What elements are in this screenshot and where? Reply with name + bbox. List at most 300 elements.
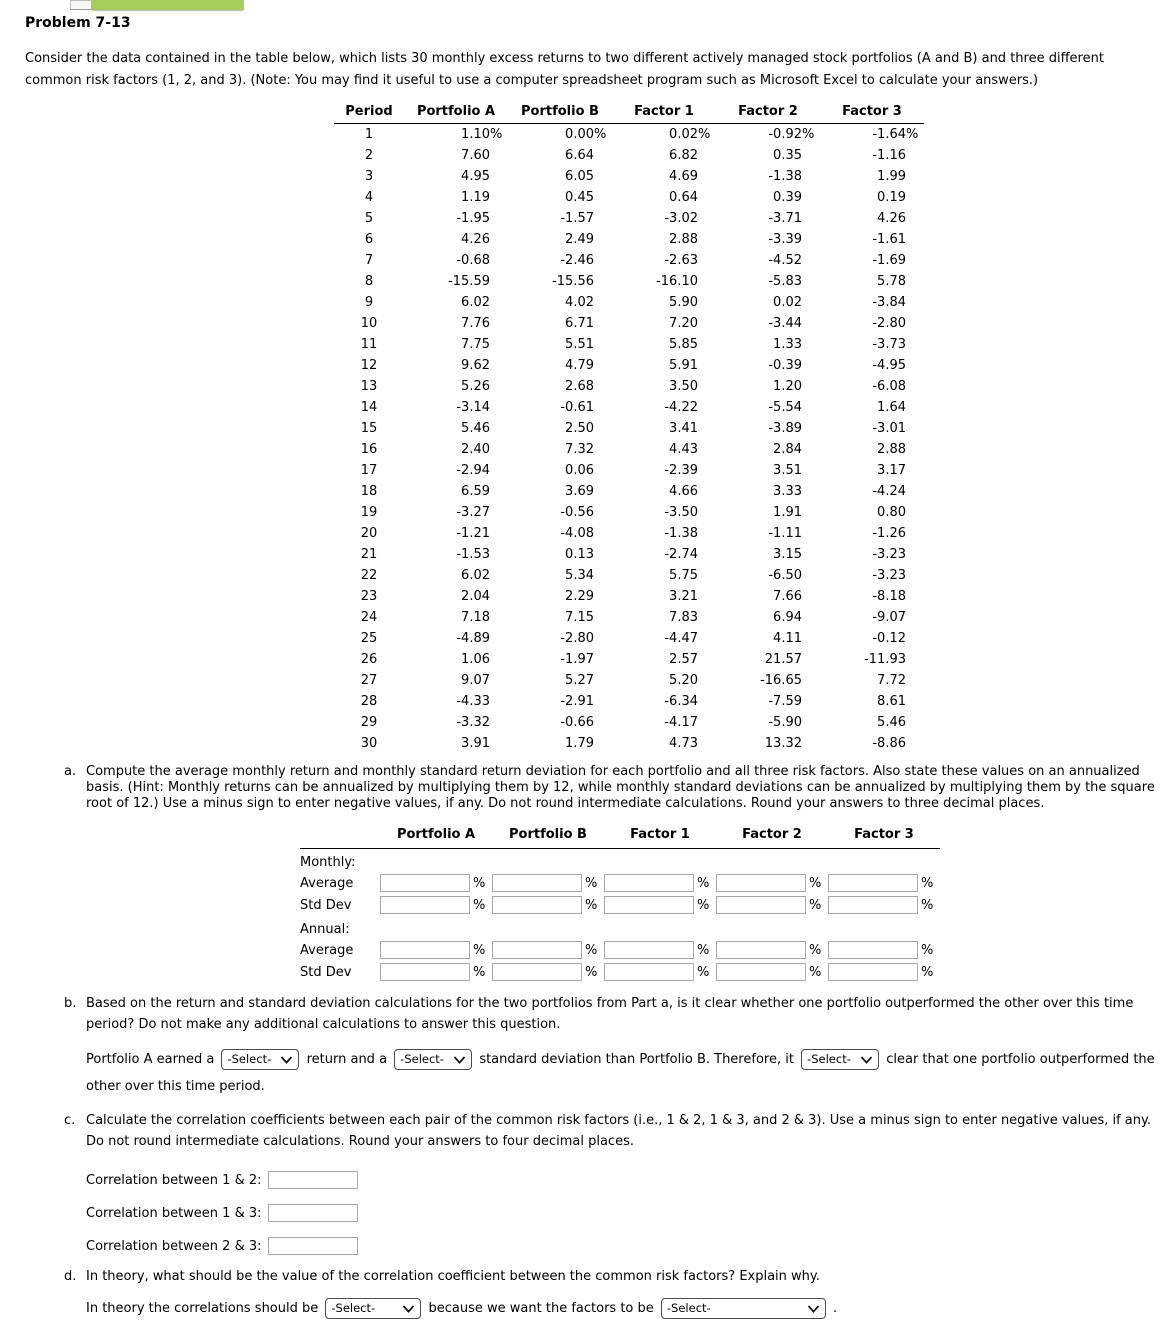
table-row (334, 313, 924, 334)
cell-value: -6.08 (872, 379, 906, 394)
value-cell (820, 733, 924, 754)
cell-value: 3.41 (669, 421, 698, 436)
value-cell (508, 145, 612, 166)
cell-value: 1.20 (773, 379, 802, 394)
value-cell (820, 586, 924, 607)
column-header-period: Period (334, 104, 404, 124)
part-c-section (64, 1110, 1164, 1256)
answer-cell (380, 961, 492, 983)
table-row (334, 187, 924, 208)
answer-row (300, 939, 940, 961)
value-cell: 0.00% (565, 127, 607, 142)
sentence-segment: standard deviation than Portfolio B. Therefore, it (479, 1052, 794, 1067)
answer-header-spacer (300, 825, 380, 849)
value-cell (820, 691, 924, 712)
value-cell (612, 397, 716, 418)
part-c-instructions: Calculate the correlation coefficients between each pair of the common risk factors (i.e., 1 & 2, 1 & 3, and 2 & 3). Use a minus sign to enter negative values, if any. Do not round intermediate calculations. Round your answers to four decimal places. (86, 1113, 1151, 1149)
value-cell (508, 334, 612, 355)
value-cell (716, 502, 820, 523)
cell-value: -3.32 (456, 715, 490, 730)
value-cell (508, 418, 612, 439)
table-row (334, 439, 924, 460)
part-d-instructions: In theory, what should be the value of the correlation coefficient between the common risk factors? Explain why. (86, 1269, 820, 1284)
cell-value: -2.94 (456, 463, 490, 478)
correlation-input-2[interactable] (268, 1204, 358, 1222)
value-cell (820, 481, 924, 502)
cell-value: 7.72 (877, 673, 906, 688)
input-annual-average-factor-2[interactable] (716, 941, 806, 959)
select-value: -Select- (400, 1052, 444, 1066)
part-d-section (64, 1266, 1164, 1322)
input-monthly-average-portfolio-b[interactable] (492, 874, 582, 892)
cell-value: 3.51 (773, 463, 802, 478)
value-cell (716, 691, 820, 712)
value-cell (716, 544, 820, 565)
cell-value: -4.95 (872, 358, 906, 373)
cell-value: 2.88 (669, 232, 698, 247)
value-cell (404, 733, 508, 754)
value-cell (404, 439, 508, 460)
value-cell (716, 208, 820, 229)
cell-value: -3.27 (456, 505, 490, 520)
input-annual-std-dev-portfolio-a[interactable] (380, 963, 470, 981)
value-cell (716, 628, 820, 649)
period-cell: 11 (360, 337, 378, 352)
cell-value: -1.69 (872, 253, 906, 268)
value-cell (508, 628, 612, 649)
select-value: -Select- (227, 1052, 272, 1066)
cell-value: -1.95 (456, 211, 490, 226)
cell-value: -4.08 (560, 526, 594, 541)
period-cell: 16 (360, 442, 378, 457)
cell-value: -15.59 (448, 274, 490, 289)
part-b-marker: b. (64, 996, 77, 1011)
period-cell: 8 (364, 274, 374, 289)
row-label: Average (300, 875, 354, 891)
value-cell (612, 145, 716, 166)
cell-value: 6.71 (565, 316, 594, 331)
answer-row (300, 872, 940, 894)
period-cell: 6 (364, 232, 374, 247)
cell-value: 4.11 (773, 631, 802, 646)
value-cell (820, 649, 924, 670)
period-cell: 10 (360, 316, 378, 331)
value-cell (508, 355, 612, 376)
progress-bar (70, 0, 1164, 10)
cell-value: -5.90 (768, 715, 802, 730)
value-cell (508, 481, 612, 502)
value-cell (820, 376, 924, 397)
cell-value: 0.02 (773, 295, 802, 310)
value-cell (508, 271, 612, 292)
cell-value: 0.35 (773, 148, 802, 163)
value-cell (820, 607, 924, 628)
part-a-instructions: Compute the average monthly return and monthly standard return deviation for each portfolio and all three risk factors. Also state these values on an annualized basis. (Hint: Monthly returns can be annualized by multiplying them by 12, while monthly standard deviations can be annualized by multiplying them by the square root of 12.) Use a minus sign to enter negative values, if any. Do not round intermediate calculations. Round your answers to three decimal places. (86, 764, 1155, 811)
cell-value: 5.34 (565, 568, 594, 583)
input-monthly-std-dev-factor-1[interactable] (604, 896, 694, 914)
percent-label: % (585, 898, 598, 913)
input-monthly-average-factor-3[interactable] (828, 874, 918, 892)
group-row (300, 916, 940, 939)
table-row (334, 271, 924, 292)
value-cell (612, 544, 716, 565)
returns-table (334, 104, 924, 754)
value-cell (716, 439, 820, 460)
cell-value: -0.61 (560, 400, 594, 415)
value-cell (716, 418, 820, 439)
cell-value: -1.21 (456, 526, 490, 541)
answer-cell (380, 872, 492, 894)
factors-relationship-select[interactable] (661, 1298, 826, 1319)
cell-value: -0.68 (456, 253, 490, 268)
cell-value: 3.17 (877, 463, 906, 478)
cell-value: -3.23 (872, 547, 906, 562)
period-cell: 13 (360, 379, 378, 394)
value-cell (508, 439, 612, 460)
cell-value: -9.07 (872, 610, 906, 625)
answer-column-header-factor-2: Factor 2 (716, 825, 828, 849)
cell-value: 0.13 (565, 547, 594, 562)
cell-value: 4.73 (669, 736, 698, 751)
percent-label: % (921, 876, 934, 891)
period-cell: 7 (364, 253, 374, 268)
cell-value: 1.19 (461, 190, 490, 205)
value-cell (508, 313, 612, 334)
value-cell (716, 460, 820, 481)
cell-value: -1.16 (872, 148, 906, 163)
value-cell (612, 187, 716, 208)
cell-value: 7.20 (669, 316, 698, 331)
cell-value: -4.33 (456, 694, 490, 709)
value-cell (612, 376, 716, 397)
correlation-label: Correlation between 2 & 3: (86, 1238, 262, 1254)
answer-column-header-portfolio-b: Portfolio B (492, 825, 604, 849)
value-cell (404, 187, 508, 208)
cell-value: 6.94 (773, 610, 802, 625)
cell-value: 7.15 (565, 610, 594, 625)
value-cell (508, 712, 612, 733)
page-title: Problem 7-13 (25, 15, 131, 31)
value-cell (820, 208, 924, 229)
table-row (334, 481, 924, 502)
cell-value: 0.45 (565, 190, 594, 205)
period-cell: 29 (360, 715, 378, 730)
cell-value: -1.53 (456, 547, 490, 562)
value-cell (820, 145, 924, 166)
cell-value: 4.79 (565, 358, 594, 373)
cell-value: -3.44 (768, 316, 802, 331)
answer-cell (828, 939, 940, 961)
table-row (334, 544, 924, 565)
percent-label: % (921, 965, 934, 980)
value-cell (820, 166, 924, 187)
value-cell (612, 166, 716, 187)
value-cell: -0.92% (768, 127, 815, 142)
period-cell: 25 (360, 631, 378, 646)
period-cell: 17 (360, 463, 378, 478)
answer-column-header-factor-3: Factor 3 (828, 825, 940, 849)
cell-value: 2.88 (877, 442, 906, 457)
table-row (334, 607, 924, 628)
cell-value: 3.91 (461, 736, 490, 751)
period-cell: 21 (360, 547, 378, 562)
cell-value: 5.85 (669, 337, 698, 352)
input-annual-average-factor-3[interactable] (828, 941, 918, 959)
input-annual-average-portfolio-a[interactable] (380, 941, 470, 959)
value-cell: 0.02% (669, 127, 711, 142)
value-cell (404, 628, 508, 649)
percent-label: % (585, 943, 598, 958)
sentence-segment: clear that one portfolio outperformed the other over (86, 1052, 1155, 1094)
table-row (334, 691, 924, 712)
sentence-segment: return and a (306, 1052, 388, 1067)
value-cell (820, 313, 924, 334)
cell-value: 21.57 (764, 652, 802, 667)
percent-label: % (473, 876, 486, 891)
value-cell (612, 334, 716, 355)
cell-value: 8.61 (877, 694, 906, 709)
value-cell (820, 712, 924, 733)
percent-label: % (697, 943, 710, 958)
percent-label: % (473, 965, 486, 980)
cell-value: 2.04 (461, 589, 490, 604)
cell-value: 6.02 (461, 568, 490, 583)
input-monthly-std-dev-factor-3[interactable] (828, 896, 918, 914)
value-cell (612, 229, 716, 250)
value-cell (612, 460, 716, 481)
percent-label: % (585, 876, 598, 891)
table-row (334, 166, 924, 187)
table-row (334, 523, 924, 544)
cell-value: -15.56 (552, 274, 594, 289)
value-cell (716, 649, 820, 670)
value-cell (612, 733, 716, 754)
cell-value: 5.46 (461, 421, 490, 436)
percent-label: % (809, 876, 822, 891)
cell-value: -3.01 (872, 421, 906, 436)
cell-value: -4.47 (664, 631, 698, 646)
cell-value: 1.10 (461, 127, 490, 142)
cell-value: 4.43 (669, 442, 698, 457)
part-a-section (64, 764, 1164, 812)
value-cell (612, 670, 716, 691)
cell-value: 4.26 (877, 211, 906, 226)
cell-value: 6.02 (461, 295, 490, 310)
value-cell (612, 523, 716, 544)
period-cell: 19 (360, 505, 378, 520)
value-cell (716, 712, 820, 733)
cell-value: -4.17 (664, 715, 698, 730)
row-label: Std Dev (300, 897, 352, 913)
table-row (334, 712, 924, 733)
part-d-answer-sentence (86, 1295, 1164, 1322)
period-cell: 9 (364, 295, 374, 310)
cell-value: 9.07 (461, 673, 490, 688)
input-monthly-std-dev-portfolio-a[interactable] (380, 896, 470, 914)
input-annual-std-dev-factor-2[interactable] (716, 963, 806, 981)
select-value: -Select- (807, 1052, 851, 1066)
cell-value: 0.06 (565, 463, 594, 478)
chevron-down-icon (280, 1056, 293, 1064)
answer-header-row (300, 825, 940, 849)
input-annual-std-dev-factor-1[interactable] (604, 963, 694, 981)
correlation-input-1[interactable] (268, 1171, 358, 1189)
cell-value: -5.54 (768, 400, 802, 415)
portfolio-return-select[interactable] (221, 1049, 299, 1070)
cell-value: 7.66 (773, 589, 802, 604)
cell-value: -3.89 (768, 421, 802, 436)
value-cell (716, 187, 820, 208)
value-cell (508, 208, 612, 229)
cell-value: 4.66 (669, 484, 698, 499)
value-cell (508, 523, 612, 544)
cell-value: 5.78 (877, 274, 906, 289)
value-cell (404, 355, 508, 376)
cell-value: -2.46 (560, 253, 594, 268)
value-cell (612, 712, 716, 733)
input-annual-std-dev-factor-3[interactable] (828, 963, 918, 981)
answer-cell (492, 939, 604, 961)
cell-value: -2.39 (664, 463, 698, 478)
value-cell: 1.10% (461, 127, 503, 142)
value-cell (612, 250, 716, 271)
cell-value: -1.61 (872, 232, 906, 247)
correlation-fields (86, 1170, 1164, 1256)
percent-label: % (921, 898, 934, 913)
percent-label: % (697, 965, 710, 980)
percent-label: % (809, 898, 822, 913)
cell-value: -2.74 (664, 547, 698, 562)
answer-cell (828, 872, 940, 894)
input-monthly-std-dev-portfolio-b[interactable] (492, 896, 582, 914)
correlation-input-3[interactable] (268, 1237, 358, 1255)
part-b-answer-sentence (86, 1046, 1164, 1100)
table-row (334, 586, 924, 607)
period-cell: 4 (364, 190, 374, 205)
cell-value: -6.50 (768, 568, 802, 583)
input-monthly-average-factor-1[interactable] (604, 874, 694, 892)
cell-value: -0.92 (768, 127, 802, 142)
input-annual-average-factor-1[interactable] (604, 941, 694, 959)
value-cell (820, 670, 924, 691)
value-cell (404, 565, 508, 586)
value-cell (508, 460, 612, 481)
cell-value: 1.33 (773, 337, 802, 352)
period-cell: 26 (360, 652, 378, 667)
period-cell: 2 (364, 148, 374, 163)
value-cell (404, 712, 508, 733)
input-monthly-average-factor-2[interactable] (716, 874, 806, 892)
value-cell (612, 502, 716, 523)
table-row (334, 124, 924, 146)
cell-value: -11.93 (864, 652, 906, 667)
cell-value: 3.69 (565, 484, 594, 499)
value-cell (716, 481, 820, 502)
outperform-clear-select[interactable] (801, 1049, 879, 1070)
cell-value: -2.80 (560, 631, 594, 646)
percent-label: % (697, 876, 710, 891)
answer-cell (828, 894, 940, 916)
value-cell: -1.64% (872, 127, 919, 142)
correlation-field-row (86, 1236, 1164, 1256)
cell-value: 6.82 (669, 148, 698, 163)
table-row (334, 418, 924, 439)
percent-label: % (809, 965, 822, 980)
correlation-label: Correlation between 1 & 2: (86, 1172, 262, 1188)
cell-value: -2.91 (560, 694, 594, 709)
answer-cell (492, 872, 604, 894)
value-cell (404, 460, 508, 481)
value-cell (508, 586, 612, 607)
input-monthly-std-dev-factor-2[interactable] (716, 896, 806, 914)
chevron-down-icon (453, 1056, 466, 1064)
cell-value: 2.49 (565, 232, 594, 247)
cell-value: -1.64 (872, 127, 906, 142)
table-row (334, 628, 924, 649)
answer-cell (492, 961, 604, 983)
period-cell: 23 (360, 589, 378, 604)
table-row (334, 292, 924, 313)
answer-cell (380, 894, 492, 916)
select-value: -Select- (666, 1301, 711, 1315)
value-cell (508, 649, 612, 670)
cell-value: -3.73 (872, 337, 906, 352)
cell-value: -1.11 (768, 526, 802, 541)
value-cell (404, 145, 508, 166)
table-row (334, 208, 924, 229)
value-cell (820, 460, 924, 481)
answer-row (300, 961, 940, 983)
value-cell (404, 271, 508, 292)
table-row (334, 397, 924, 418)
cell-value: 1.91 (773, 505, 802, 520)
cell-value: -6.34 (664, 694, 698, 709)
correlation-value-select[interactable] (325, 1298, 421, 1319)
value-cell (820, 565, 924, 586)
input-monthly-average-portfolio-a[interactable] (380, 874, 470, 892)
part-b-section (64, 993, 1164, 1100)
value-cell (716, 313, 820, 334)
cell-value: 6.59 (461, 484, 490, 499)
period-cell: 20 (360, 526, 378, 541)
period-cell: 24 (360, 610, 378, 625)
value-cell (716, 565, 820, 586)
input-annual-average-portfolio-b[interactable] (492, 941, 582, 959)
cell-value: 5.90 (669, 295, 698, 310)
value-cell (612, 607, 716, 628)
value-cell (820, 187, 924, 208)
table-row (334, 250, 924, 271)
period-cell: 18 (360, 484, 378, 499)
input-annual-std-dev-portfolio-b[interactable] (492, 963, 582, 981)
cell-value: 7.76 (461, 316, 490, 331)
cell-value: -4.24 (872, 484, 906, 499)
answer-cell (716, 961, 828, 983)
cell-value: -1.38 (768, 169, 802, 184)
value-cell (716, 271, 820, 292)
cell-value: -3.71 (768, 211, 802, 226)
sentence-segment: this time period. (157, 1079, 265, 1094)
value-cell (820, 250, 924, 271)
cell-value: -8.86 (872, 736, 906, 751)
std-dev-compare-select[interactable] (394, 1049, 472, 1070)
part-b-instructions: Based on the return and standard deviation calculations for the two portfolios from Part a, is it clear whether one portfolio outperformed the other over this time period? Do not make any additional calculations to answer this question. (86, 996, 1134, 1032)
select-value: -Select- (331, 1301, 376, 1315)
value-cell (612, 313, 716, 334)
period-cell: 30 (360, 736, 378, 751)
intro-text: Consider the data contained in the table below, which lists 30 monthly excess returns to two different actively managed stock portfolios (A and B) and three different common risk factors (1, 2, and 3). (Note: You may find it useful to use a computer spreadsheet program such as Microsoft Excel to calculate your answers.) (25, 51, 1104, 88)
cell-value: -1.57 (560, 211, 594, 226)
